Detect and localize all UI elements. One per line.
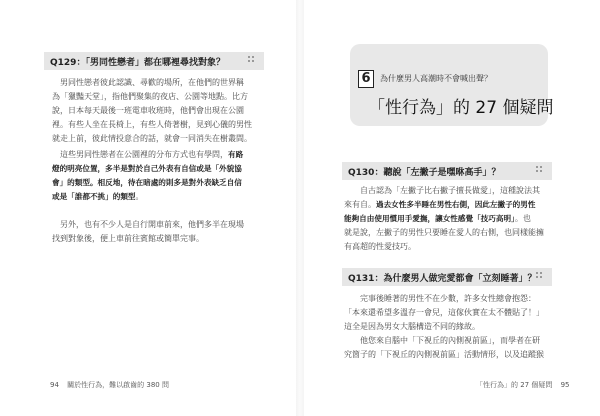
text-run: 這些男同性戀者在公園裡的分布方式也有學問，: [60, 150, 228, 159]
text-line: [344, 212, 560, 226]
text-line: 裡。有些人坐在長椅上，有些人倚著樹，見到心儀的男性: [52, 120, 252, 129]
text-run: 。: [135, 192, 144, 201]
question-box-q129: [44, 52, 264, 70]
question-heading: Q131：為什麼男人做完愛都會「立刻睡著」？: [348, 273, 537, 284]
bold-text: 或是「誰都不挑」的類型: [52, 192, 136, 201]
bold-text: 能夠自由使用慣用手愛撫，讓女性感覺「技巧高明」: [344, 214, 515, 223]
right-footer: [476, 380, 570, 390]
text-line: [60, 148, 274, 162]
bold-text: 過去女性多半睡在男性右側，因此左撇子的男性: [376, 200, 536, 209]
chapter-number: 6: [358, 70, 374, 88]
bold-text: 有路: [228, 150, 244, 159]
question-box-q131: [342, 268, 552, 286]
paragraph-1: [52, 76, 270, 146]
text-line: [344, 198, 560, 212]
book-gutter: [296, 0, 304, 416]
text-line: 為「獵豔天堂」，指他們聚集的夜店、公園等地點。比方: [52, 92, 248, 101]
chapter-title: 「性行為」的 27 個疑問: [368, 98, 554, 118]
text-line: 他您來自腦中「下視丘的內側視前區」，而學者在研: [360, 336, 540, 345]
text-line: 就走上前，彼此情投意合的話，就會一同消失在樹叢間。: [52, 134, 252, 143]
text-run: 。也: [514, 214, 531, 223]
running-title: 關於性行為，難以啟齒的 380 問: [67, 381, 169, 389]
page-number: 94: [50, 381, 59, 389]
dots-icon: [536, 272, 546, 282]
text-line: [52, 190, 274, 204]
text-line: 就是說，左撇子的男性只要睡在愛人的右側，也同樣能擁: [344, 228, 544, 237]
bold-line: 燈的明亮位置，多半是對於自己外表有自信或是「外貌協: [52, 164, 242, 173]
text-line: 這全是因為男女大腦構造不同的緣故。: [344, 322, 480, 331]
text-line: 有高超的性愛技巧。: [344, 242, 416, 251]
running-title: 「性行為」的 27 個疑問: [476, 381, 553, 389]
paragraph-q131: [344, 292, 560, 362]
text-line: 究箇子的「下視丘的內側視前區」活動情形，以及追蹤猴: [344, 350, 544, 359]
text-line: 完事後睡著的男性不在少數，許多女性總會抱怨：: [360, 294, 536, 303]
dots-icon: [536, 166, 546, 176]
question-heading: Q130：聽說「左撇子是嘿咻高手」？: [348, 167, 501, 178]
text-line: 男同性戀者彼此認識、尋歡的場所，在他們的世界稱: [60, 78, 244, 87]
page-number: 95: [560, 381, 570, 389]
text-line: 「本來還希望多溫存一會兒，這傢伙實在太不體貼了！」: [344, 308, 544, 317]
question-heading: Q129：「男同性戀者」都在哪裡尋找對象？: [50, 57, 225, 68]
text-run: 來有自。: [344, 200, 376, 209]
text-line: 另外，也有不少人是自行開車前來，他們多半在現場: [60, 220, 244, 229]
text-line: 說，日本每天最後一班電車收班時，他們會出現在公園: [52, 106, 244, 115]
paragraph-3: [52, 218, 270, 246]
dots-icon: [248, 56, 258, 66]
paragraph-2: [52, 148, 274, 204]
chapter-subtitle: 為什麼男人高潮時不會喊出聲？: [380, 74, 492, 83]
question-box-q130: [342, 162, 552, 180]
text-line: 自古認為「左撇子比右撇子擅長做愛」，這種說法其: [360, 186, 540, 195]
text-line: 找到對象後，便上車前往賓館或簡單完事。: [52, 234, 204, 243]
left-footer: [50, 380, 169, 390]
bold-line: 會」的類型。相反地，待在暗處的則多是對外表缺乏自信: [52, 178, 242, 187]
paragraph-q130: [344, 184, 560, 254]
